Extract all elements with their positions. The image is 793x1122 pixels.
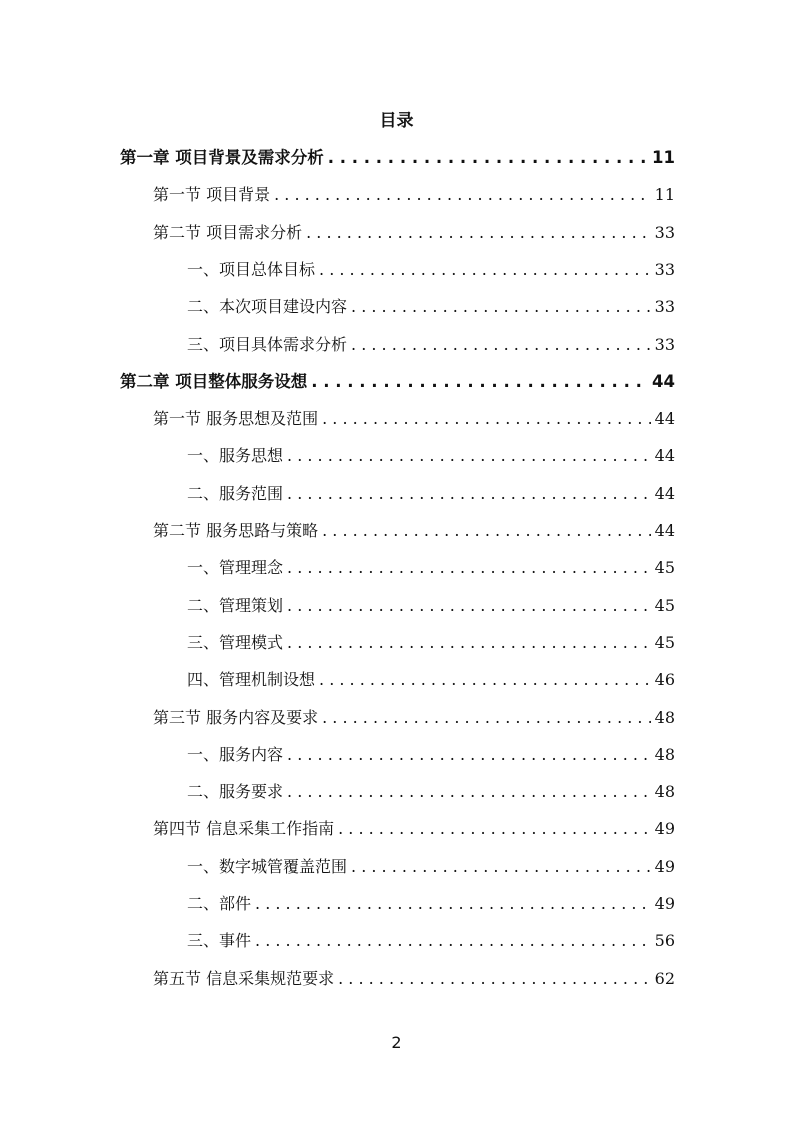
toc-leader-dots <box>311 363 648 400</box>
toc-entry-page: 46 <box>654 670 675 690</box>
toc-entry-page: 49 <box>654 819 675 839</box>
toc-entry-label: 第一章 项目背景及需求分析 <box>120 148 324 167</box>
toc-entry[interactable] <box>187 736 675 773</box>
toc-entry-page: 49 <box>654 894 675 913</box>
toc-leader-dots <box>351 288 651 325</box>
toc-leader-dots <box>338 960 651 997</box>
toc-entry[interactable] <box>153 699 675 736</box>
toc-entry-page: 11 <box>652 148 675 167</box>
toc-entry-label: 二、管理策划 <box>187 595 284 615</box>
toc-entry-page: 49 <box>654 856 675 876</box>
toc-leader-dots <box>351 326 651 363</box>
toc-leader-dots <box>287 624 651 661</box>
toc-leader-dots <box>322 512 651 549</box>
toc-entry-label: 一、数字城管覆盖范围 <box>187 856 348 876</box>
toc-entry[interactable] <box>187 773 675 810</box>
toc-entry-page: 48 <box>654 782 675 802</box>
toc-entry-label: 一、项目总体目标 <box>187 259 316 279</box>
toc-entry-label: 第四节 信息采集工作指南 <box>153 819 335 839</box>
toc-entry-label: 第一节 服务思想及范围 <box>153 409 319 429</box>
toc-entry-page: 45 <box>654 595 675 615</box>
toc-entry[interactable] <box>187 288 675 325</box>
toc-entry-label: 三、项目具体需求分析 <box>187 334 348 354</box>
toc-entry[interactable] <box>187 885 675 922</box>
toc-entry[interactable] <box>153 176 675 213</box>
toc-leader-dots <box>255 885 651 922</box>
toc-entry[interactable] <box>153 214 675 251</box>
toc-entry[interactable] <box>153 512 675 549</box>
toc-entry-page: 45 <box>654 632 675 652</box>
toc-entry-page: 44 <box>654 446 675 466</box>
toc-entry-page: 44 <box>652 371 675 391</box>
toc-entry-page: 44 <box>654 409 675 429</box>
toc-entry-label: 二、本次项目建设内容 <box>187 297 348 317</box>
toc-entry[interactable] <box>120 139 675 176</box>
toc-entry[interactable] <box>187 475 675 512</box>
toc-entry[interactable] <box>187 661 675 698</box>
toc-entry[interactable] <box>187 251 675 288</box>
toc-entry-label: 第二章 项目整体服务设想 <box>120 371 308 391</box>
toc-entry-page: 33 <box>654 259 675 279</box>
toc-entry-label: 第三节 服务内容及要求 <box>153 707 319 727</box>
toc-entry[interactable] <box>187 587 675 624</box>
toc-entry-label: 二、部件 <box>187 894 252 913</box>
toc-leader-dots <box>322 699 651 736</box>
toc-leader-dots <box>287 437 651 474</box>
toc-leader-dots <box>319 251 651 288</box>
toc-entry-page: 56 <box>654 931 675 951</box>
toc-entry-page: 62 <box>654 968 675 988</box>
toc-entry[interactable] <box>187 437 675 474</box>
toc-entry-label: 第五节 信息采集规范要求 <box>153 968 335 988</box>
toc-leader-dots <box>319 661 651 698</box>
toc-entry-page: 44 <box>654 521 675 540</box>
toc-entry-label: 二、服务范围 <box>187 483 284 503</box>
toc-leader-dots <box>287 475 651 512</box>
toc-entry[interactable] <box>187 848 675 885</box>
toc-entry[interactable] <box>187 326 675 363</box>
toc-entry-page: 33 <box>654 334 675 354</box>
toc-entry-label: 三、事件 <box>187 931 252 951</box>
toc-entry-label: 三、管理模式 <box>187 632 284 652</box>
toc-entry[interactable] <box>187 624 675 661</box>
toc-entry-label: 第一节 项目背景 <box>153 185 271 205</box>
toc-entry-label: 第二节 项目需求分析 <box>153 222 303 242</box>
toc-leader-dots <box>328 139 648 176</box>
toc-entry-page: 44 <box>654 483 675 503</box>
toc-entry-label: 四、管理机制设想 <box>187 670 316 690</box>
toc-leader-dots <box>306 214 651 251</box>
toc-entry[interactable] <box>187 549 675 586</box>
toc-entry-page: 45 <box>654 558 675 578</box>
toc-entry-page: 11 <box>654 185 675 205</box>
toc-leader-dots <box>255 922 651 959</box>
toc-leader-dots <box>322 400 651 437</box>
toc-entry-label: 第二节 服务思路与策略 <box>153 521 319 540</box>
page-number: 2 <box>391 1033 402 1052</box>
toc-entry-label: 一、服务思想 <box>187 446 284 466</box>
toc-entry-label: 二、服务要求 <box>187 782 284 802</box>
toc-entry-page: 48 <box>654 707 675 727</box>
toc-leader-dots <box>274 176 651 213</box>
toc-leader-dots <box>287 736 651 773</box>
toc-entry[interactable] <box>120 363 675 400</box>
toc-entry-page: 33 <box>654 222 675 242</box>
toc-entry-page: 33 <box>654 297 675 317</box>
toc-title: 目录 <box>379 111 414 131</box>
toc-leader-dots <box>351 848 651 885</box>
toc-entry[interactable] <box>153 960 675 997</box>
toc-leader-dots <box>287 587 651 624</box>
toc-leader-dots <box>287 549 651 586</box>
toc-leader-dots <box>338 810 651 847</box>
toc-entry-page: 48 <box>654 744 675 764</box>
toc-entry-label: 一、服务内容 <box>187 744 284 764</box>
toc-entry[interactable] <box>153 810 675 847</box>
toc-entry[interactable] <box>187 922 675 959</box>
toc-leader-dots <box>287 773 651 810</box>
toc-entry-label: 一、管理理念 <box>187 558 284 578</box>
toc-entry[interactable] <box>153 400 675 437</box>
